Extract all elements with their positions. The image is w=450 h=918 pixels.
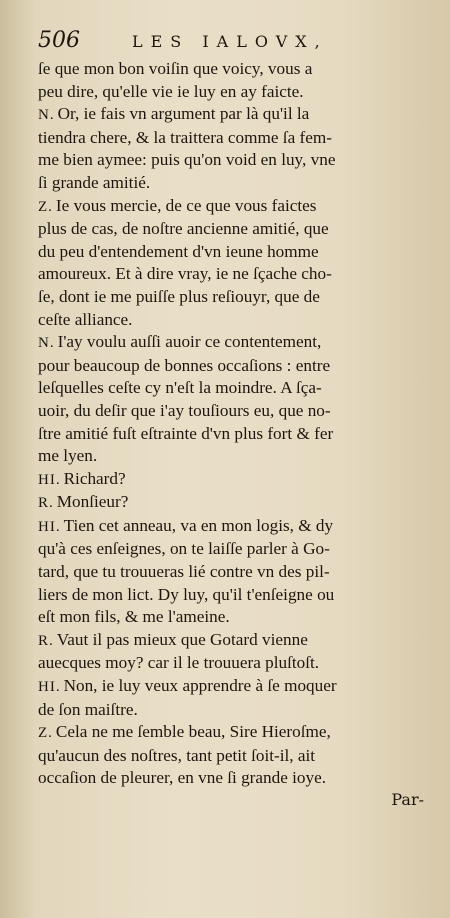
speaker-label: R. xyxy=(38,632,54,649)
line-text: du peu d'entendement d'vn ieune homme xyxy=(38,241,319,261)
speaker-label: Z. xyxy=(38,198,53,215)
line-text: ceſte alliance. xyxy=(38,309,133,329)
line-text: Or, ie fais vn argument par là qu'il la xyxy=(57,104,310,124)
text-line xyxy=(38,149,428,172)
text-line xyxy=(38,331,428,355)
text-line xyxy=(38,675,428,699)
text-line xyxy=(38,58,428,81)
line-text: qu'aucun des noſtres, tant petit ſoit-il, ait xyxy=(38,745,316,765)
text-line xyxy=(38,767,428,790)
text-line xyxy=(38,652,428,675)
dialogue-paragraph xyxy=(38,331,428,468)
text-line xyxy=(38,468,428,492)
line-text: uoir, du deſir que i'ay touſiours eu, que no- xyxy=(38,400,331,420)
dialogue-paragraph xyxy=(38,675,428,721)
line-text: ſe que mon bon voiſin que voicy, vous a xyxy=(38,59,313,78)
line-text: Monſieur? xyxy=(56,492,129,512)
speaker-label: R. xyxy=(38,495,54,512)
speaker-label: N. xyxy=(38,335,55,352)
line-text: de ſon maiſtre. xyxy=(38,699,138,719)
text-line xyxy=(38,103,428,127)
line-text: pour beaucoup de bonnes occaſions : entre xyxy=(38,355,331,375)
text-line xyxy=(38,538,428,561)
line-text: eſt mon fils, & me l'ameine. xyxy=(38,607,230,627)
line-text: auecques moy? car il le trouuera pluſtoſt. xyxy=(38,653,320,673)
catchword: Par- xyxy=(391,790,424,809)
line-text: tard, que tu trouueras lié contre vn des pil- xyxy=(38,562,330,582)
line-text: Cela ne me ſemble beau, Sire Hieroſme, xyxy=(55,722,331,742)
line-text: me bien aymee: puis qu'on void en luy, vne xyxy=(38,150,336,170)
text-line xyxy=(38,241,428,264)
speaker-label: Z. xyxy=(38,725,53,742)
text-line xyxy=(38,584,428,607)
page-number: 506 xyxy=(38,28,80,53)
line-text: ſtre amitié fuſt eſtrainte d'vn plus fort & fer xyxy=(38,423,334,443)
dialogue-text xyxy=(38,58,428,790)
line-text: plus de cas, de noſtre ancienne amitié, que xyxy=(38,219,329,239)
speaker-label: N. xyxy=(38,107,55,124)
line-text: ſe, dont ie me puiſſe plus reſiouyr, que de xyxy=(38,286,320,306)
line-text: Vaut il pas mieux que Gotard vienne xyxy=(56,629,308,649)
line-text: tiendra chere, & la traittera comme ſa fem- xyxy=(38,127,332,147)
line-text: Tien cet anneau, va en mon logis, & dy xyxy=(63,515,334,535)
line-text: Ie vous mercie, de ce que vous faictes xyxy=(55,195,317,215)
text-line xyxy=(38,355,428,378)
line-text: Non, ie luy veux apprendre à ſe moquer xyxy=(63,676,337,696)
line-text: me lyen. xyxy=(38,446,98,466)
text-line xyxy=(38,286,428,309)
text-line xyxy=(38,745,428,768)
dialogue-paragraph xyxy=(38,103,428,194)
text-line xyxy=(38,400,428,423)
line-text: ſi grande amitié. xyxy=(38,172,151,192)
text-line xyxy=(38,423,428,446)
speaker-label: HI. xyxy=(38,679,61,696)
dialogue-paragraph xyxy=(38,721,428,790)
text-line xyxy=(38,721,428,745)
line-text: peu dire, qu'elle vie ie luy en ay faicte. xyxy=(38,81,304,101)
line-text: occaſion de pleurer, en vne ſi grande ioye. xyxy=(38,768,327,788)
text-line xyxy=(38,491,428,515)
text-line xyxy=(38,561,428,584)
text-line xyxy=(38,81,428,104)
text-line xyxy=(38,377,428,400)
text-line xyxy=(38,445,428,468)
speaker-label: HI. xyxy=(38,471,61,488)
line-text: liers de mon lict. Dy luy, qu'il t'enſeigne ou xyxy=(38,584,335,604)
text-line xyxy=(38,172,428,195)
dialogue-paragraph xyxy=(38,515,428,629)
text-line xyxy=(38,309,428,332)
text-line xyxy=(38,629,428,653)
dialogue-paragraph xyxy=(38,195,428,332)
text-line xyxy=(38,606,428,629)
dialogue-paragraph xyxy=(38,58,428,103)
line-text: Richard? xyxy=(63,468,126,488)
text-line xyxy=(38,263,428,286)
text-line xyxy=(38,218,428,241)
dialogue-paragraph xyxy=(38,629,428,675)
line-text: amoureux. Et à dire vray, ie ne ſçache cho- xyxy=(38,264,332,284)
dialogue-paragraph xyxy=(38,491,428,515)
line-text: qu'à ces enſeignes, on te laiſſe parler à Go- xyxy=(38,539,330,559)
line-text: I'ay voulu auſſi auoir ce contentement, xyxy=(57,332,322,352)
text-line xyxy=(38,195,428,219)
running-head xyxy=(38,28,428,58)
text-line xyxy=(38,699,428,722)
speaker-label: HI. xyxy=(38,518,61,535)
text-line xyxy=(38,127,428,150)
text-line xyxy=(38,515,428,539)
line-text: leſquelles ceſte cy n'eſt la moindre. A ſça- xyxy=(38,378,322,398)
dialogue-paragraph xyxy=(38,468,428,492)
running-title: LES IALOVX, xyxy=(132,32,328,51)
